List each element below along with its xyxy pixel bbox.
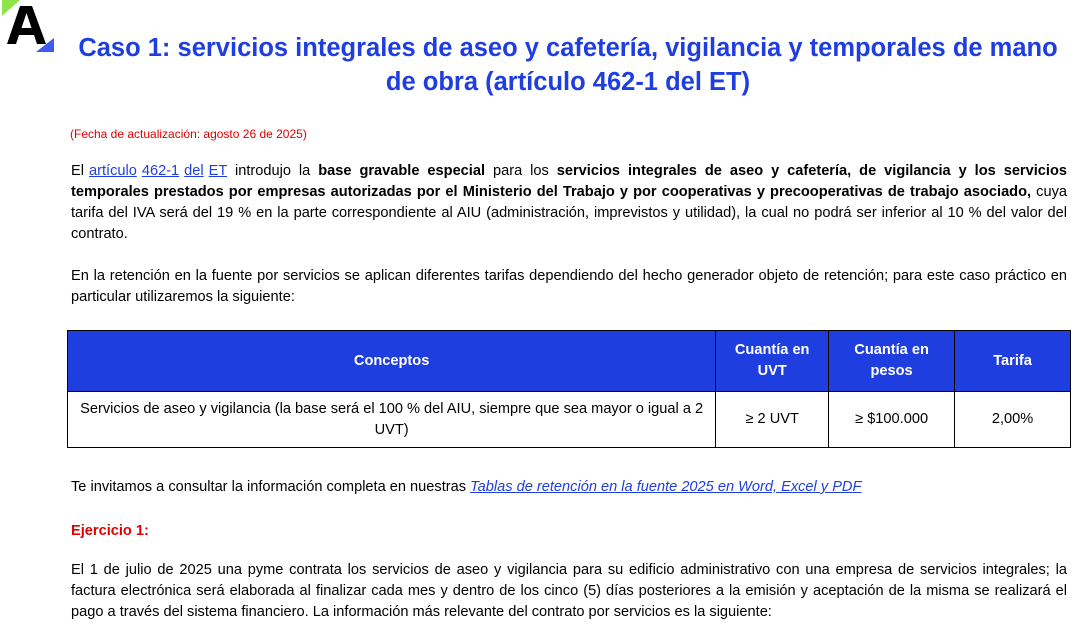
update-date-note: (Fecha de actualización: agosto 26 de 2025) (70, 127, 307, 141)
link-et[interactable]: ET (208, 163, 228, 179)
link-462-1[interactable]: 462-1 (141, 163, 180, 179)
table-row (68, 392, 1071, 448)
intro-text-1: introdujo la (227, 163, 319, 179)
intro-bold-1: base gravable especial (318, 163, 486, 179)
link-articulo[interactable]: artículo (88, 163, 137, 179)
retention-paragraph: En la retención en la fuente por servicios se aplican diferentes tarifas dependiendo del hecho generador objeto de retención; para este caso práctico en particular utilizaremos la siguiente: (71, 268, 1067, 305)
actualicese-logo[interactable] (2, 0, 58, 56)
tablas-retencion-link[interactable]: Tablas de retención en la fuente 2025 en Word, Excel y PDF (470, 479, 862, 495)
exercise-paragraph: El 1 de julio de 2025 una pyme contrata los servicios de aseo y vigilancia para su edificio administrativo con una empresa de servicios integrales; la factura electrónica será elaborada al finalizar cada mes y dentro de los cinco (5) días posteriores a la emisión y aceptación de la misma se realizará el pago a través del sistema financiero. La información más relevante del contrato por servicios es la siguiente: (71, 562, 1067, 620)
cell-cuantia-pesos: ≥ $100.000 (829, 392, 955, 448)
intro-text-2: para los (485, 163, 557, 179)
intro-text-3: cuya tarifa del IVA será del 19 % en la parte correspondiente al AIU (administración, imprevistos y utilidad), la cual no podrá ser inferior al 10 % del valor del contrato. (71, 184, 1067, 242)
invite-paragraph (71, 477, 1067, 498)
header-conceptos: Conceptos (68, 331, 716, 392)
header-cuantia-pesos: Cuantía en pesos (829, 331, 955, 392)
cell-tarifa: 2,00% (955, 392, 1071, 448)
link-del[interactable]: del (184, 163, 204, 179)
table-header-row (68, 331, 1071, 392)
intro-paragraph (71, 161, 1067, 245)
header-cuantia-uvt: Cuantía en UVT (716, 331, 829, 392)
header-tarifa: Tarifa (955, 331, 1071, 392)
exercise-title: Ejercicio 1: (71, 523, 149, 539)
page-title: Caso 1: servicios integrales de aseo y cafetería, vigilancia y temporales de mano de obra (artículo 462-1 del ET) (78, 34, 1058, 96)
cell-concepto: Servicios de aseo y vigilancia (la base será el 100 % del AIU, siempre que sea mayor o igual a 2 UVT) (68, 392, 716, 448)
intro-bold-2: servicios integrales de aseo y cafetería, de vigilancia y los servicios temporales prestados por empresas autorizadas por el Ministerio del Trabajo y por cooperativas y precooperativas de trabajo asociado, (71, 163, 1067, 200)
invite-text: Te invitamos a consultar la información completa en nuestras (71, 479, 471, 495)
intro-el: El (71, 163, 84, 179)
retention-table (67, 330, 1071, 448)
cell-cuantia-uvt: ≥ 2 UVT (716, 392, 829, 448)
logo-icon (2, 0, 58, 56)
